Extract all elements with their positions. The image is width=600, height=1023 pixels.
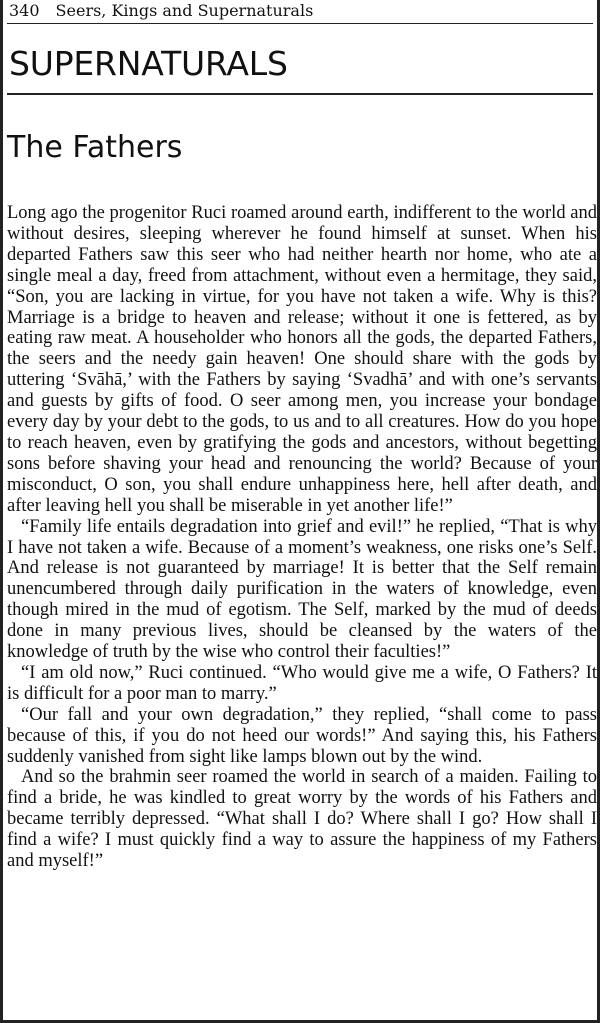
running-header	[9, 1, 313, 21]
body-text	[7, 203, 597, 872]
chapter-title: The Fathers	[7, 130, 183, 165]
page-number: 340	[9, 1, 40, 20]
header-rule	[7, 23, 593, 24]
running-title: Seers, Kings and Supernaturals	[55, 1, 314, 20]
paragraph: “Our fall and your own degradation,” they replied, “shall come to pass because of this, if you do not heed our words!” And saying this, his Fathers suddenly vanished from sight like lamps blown out by the wind.	[7, 704, 597, 767]
paragraph: Long ago the progenitor Ruci roamed around earth, indifferent to the world and without desires, sleeping wherever he found himself at sunset. When his departed Fathers saw this seer who had neither hearth nor home, who ate a single meal a day, freed from attachment, without even a hermitage, they said, “Son, you are lacking in virtue, for you have not taken a wife. Why is this? Marriage is a bridge to heaven and release; without it one is fettered, as by eating raw meat. A householder who honors all the gods, the departed Fathers, the seers and the needy gain heaven! One should share with the gods by uttering ‘Svāhā,’ with the Fathers by saying ‘Svadhā’ and with one’s servants and guests by gifts of food. O seer among men, you increase your bondage every day by your debt to the gods, to us and to all creatures. How do you hope to reach heaven, even by gratifying the gods and ancestors, without begetting sons before shaving your head and renouncing the world? Because of your misconduct, O son, you shall endure unhappiness here, hell after death, and after leaving hell you shall be miserable in yet another life!”	[7, 203, 597, 516]
paragraph: And so the brahmin seer roamed the world in search of a maiden. Failing to find a bride, he was kindled to great worry by the words of his Fathers and became terribly depressed. “What shall I do? Where shall I go? How shall I find a wife? I must quickly find a way to assure the happiness of my Fathers and myself!”	[7, 767, 597, 872]
paragraph: “Family life entails degradation into grief and evil!” he replied, “That is why I have not taken a wife. Because of a moment’s weakness, one risks one’s Self. And release is not guaranteed by marriage! It is better that the Self remain unencumbered through daily purification in the waters of knowledge, even though mired in the mud of egotism. The Self, marked by the mud of deeds done in many previous lives, should be cleansed by the waters of the knowledge of truth by the wise who control their faculties!”	[7, 516, 597, 663]
paragraph: “I am old now,” Ruci continued. “Who would give me a wife, O Fathers? It is difficult for a poor man to marry.”	[7, 662, 597, 704]
section-rule	[7, 93, 593, 95]
section-title: SUPERNATURALS	[9, 44, 288, 83]
